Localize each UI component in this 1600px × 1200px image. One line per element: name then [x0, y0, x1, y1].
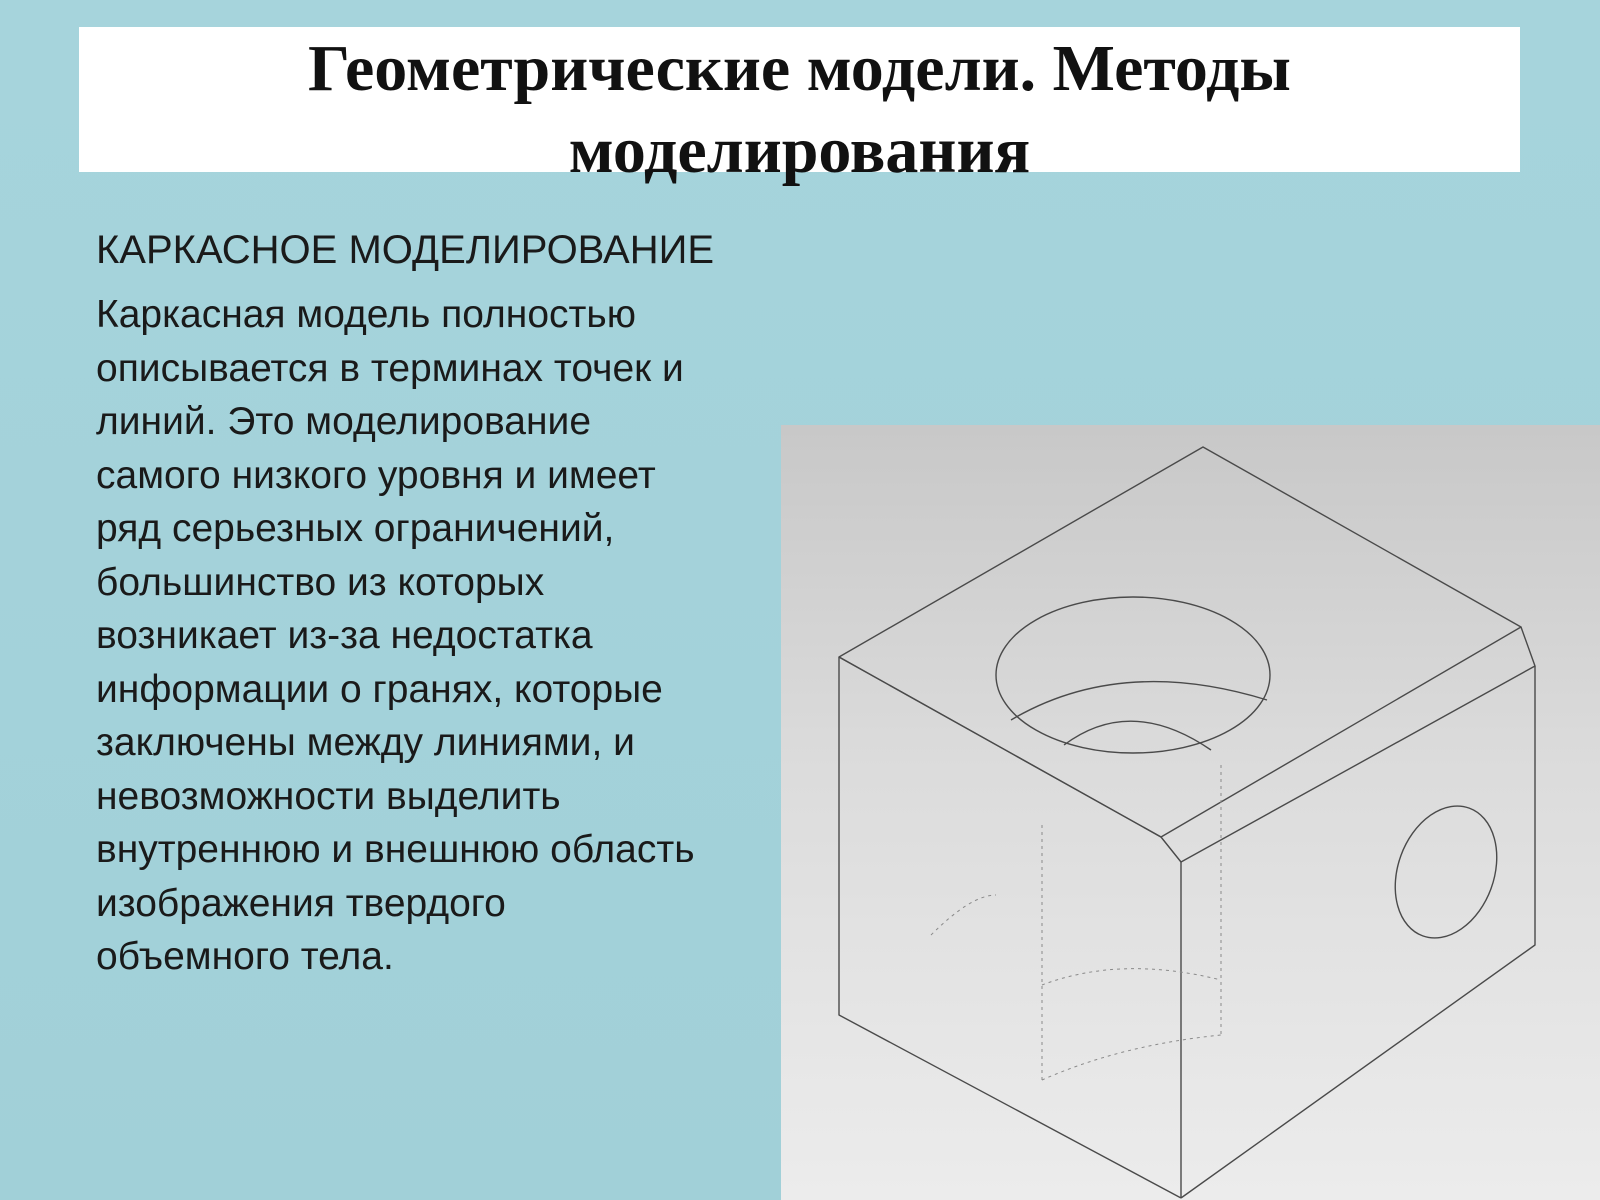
- top-hole-outer: [996, 597, 1270, 753]
- side-hole: [1378, 792, 1515, 953]
- hidden-arc-left: [931, 895, 996, 935]
- chamfer-edge: [1161, 627, 1535, 862]
- wireframe-cube-drawing: [781, 425, 1600, 1200]
- top-face: [839, 447, 1521, 837]
- right-face-edges: [1181, 666, 1535, 1198]
- left-face-edges: [839, 657, 1181, 1198]
- hidden-bottom-arc-1: [1042, 969, 1221, 985]
- section-heading: КАРКАСНОЕ МОДЕЛИРОВАНИЕ: [96, 228, 715, 272]
- body-paragraph: Каркасная модель полностью описывается в терминах точек и линий. Это моделирование самого низкого уровня и имеет ряд серьезных ограничений, большинство из которых возникает из-за недостатка информации о гранях, которые заключены между линиями, и невозможности выделить внутреннюю и внешнюю область изображения твердого объемного тела.: [96, 293, 695, 978]
- wireframe-cube-image: [781, 425, 1600, 1200]
- hidden-bottom-arc-2: [1042, 1035, 1221, 1080]
- front-corner: [1161, 837, 1181, 862]
- top-hole-inner-upper: [1011, 682, 1267, 720]
- slide-title: Геометрические модели. Методы моделирования: [308, 32, 1291, 187]
